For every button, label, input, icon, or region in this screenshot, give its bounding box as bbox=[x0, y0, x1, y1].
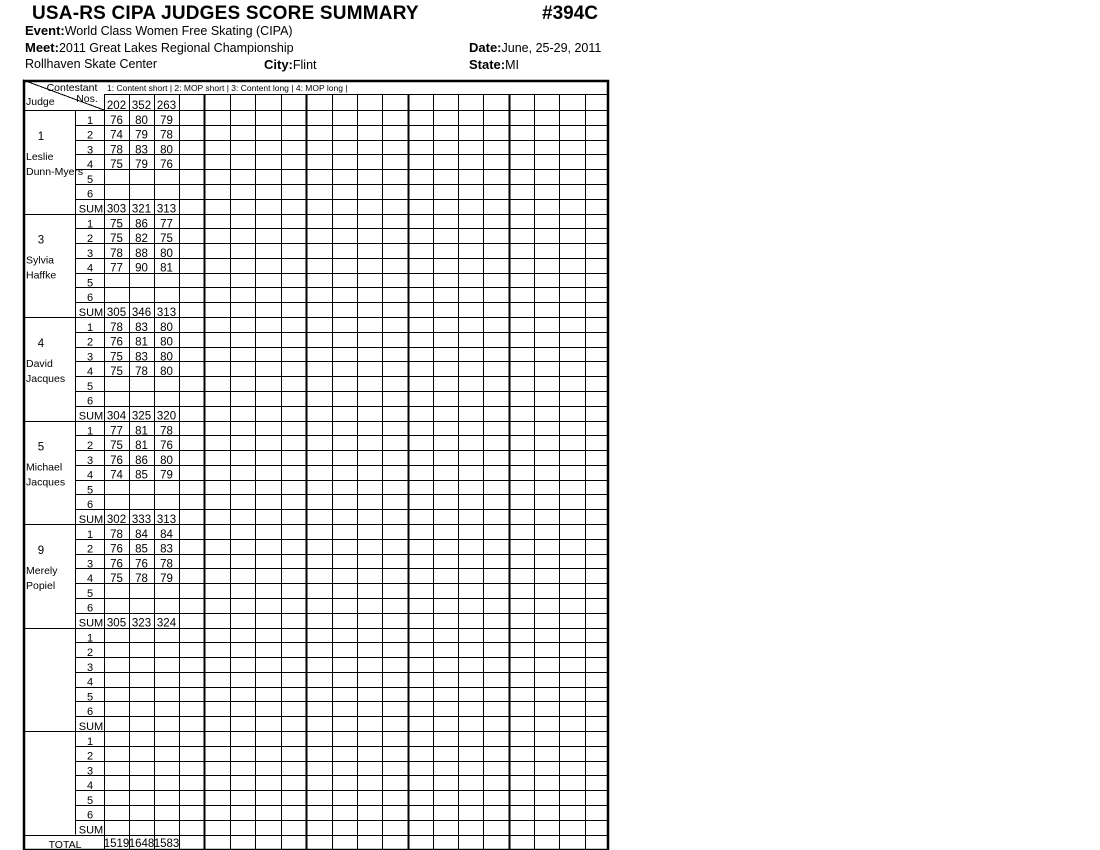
score-value: 78 bbox=[160, 129, 173, 142]
score-value: 78 bbox=[110, 144, 123, 157]
sum-value: 313 bbox=[156, 514, 177, 526]
sum-value: 302 bbox=[106, 514, 127, 526]
score-value: 75 bbox=[110, 440, 123, 453]
sum-value: 313 bbox=[156, 307, 177, 319]
criterion-label: 6 bbox=[86, 809, 94, 822]
criterion-label: 5 bbox=[86, 277, 94, 290]
score-value: 75 bbox=[160, 233, 173, 246]
sum-value: 333 bbox=[131, 514, 152, 526]
score-value: 76 bbox=[110, 114, 123, 127]
page-title: USA-RS CIPA JUDGES SCORE SUMMARY bbox=[32, 3, 419, 24]
judge-last-name: Jacques bbox=[26, 373, 66, 385]
score-value: 79 bbox=[160, 469, 173, 482]
score-value: 80 bbox=[160, 351, 173, 364]
city-label: City: bbox=[264, 57, 293, 72]
criterion-label: 1 bbox=[86, 425, 94, 438]
criterion-label: 4 bbox=[86, 573, 94, 586]
contestant-number: 263 bbox=[156, 100, 177, 112]
criterion-label: 5 bbox=[86, 173, 94, 186]
score-value: 77 bbox=[110, 425, 123, 438]
criterion-label: 2 bbox=[86, 233, 94, 246]
sum-value: 321 bbox=[131, 203, 152, 216]
score-value: 75 bbox=[110, 366, 123, 379]
score-value: 76 bbox=[110, 543, 123, 556]
score-value: 76 bbox=[160, 159, 173, 172]
score-value: 81 bbox=[135, 425, 148, 438]
score-value: 86 bbox=[135, 218, 148, 231]
score-value: 78 bbox=[110, 321, 123, 334]
criterion-label: 4 bbox=[86, 262, 94, 275]
score-value: 86 bbox=[135, 454, 148, 467]
judge-number: 9 bbox=[37, 545, 45, 557]
criterion-label: 2 bbox=[86, 129, 94, 142]
score-value: 81 bbox=[135, 336, 148, 349]
score-value: 79 bbox=[135, 159, 148, 172]
total-label: TOTAL bbox=[48, 839, 82, 850]
score-value: 79 bbox=[160, 573, 173, 586]
sum-value: 324 bbox=[156, 617, 177, 630]
event-label: Event: bbox=[25, 23, 65, 38]
judge-first-name: Sylvia bbox=[26, 254, 55, 267]
sum-label: SUM bbox=[78, 410, 104, 423]
sum-label: SUM bbox=[78, 824, 104, 837]
score-value: 80 bbox=[160, 336, 173, 349]
criterion-label: 5 bbox=[86, 794, 94, 807]
score-value: 74 bbox=[110, 469, 123, 482]
criterion-label: 2 bbox=[86, 543, 94, 556]
score-value: 78 bbox=[110, 528, 123, 541]
sum-value: 313 bbox=[156, 203, 177, 216]
score-value: 83 bbox=[135, 144, 148, 157]
score-value: 85 bbox=[135, 543, 148, 556]
score-value: 83 bbox=[135, 351, 148, 364]
score-value: 80 bbox=[135, 114, 148, 127]
event-value: World Class Women Free Skating (CIPA) bbox=[64, 24, 293, 38]
criterion-label: 6 bbox=[86, 499, 94, 512]
score-value: 88 bbox=[135, 247, 148, 260]
criterion-label: 6 bbox=[86, 602, 94, 615]
sum-label: SUM bbox=[78, 617, 104, 630]
state-label: State: bbox=[469, 57, 506, 72]
score-value: 76 bbox=[110, 558, 123, 571]
sum-value: 320 bbox=[156, 410, 177, 423]
criterion-label: 1 bbox=[86, 735, 94, 748]
sum-value: 305 bbox=[106, 307, 127, 319]
sum-label: SUM bbox=[78, 307, 104, 319]
score-value: 80 bbox=[160, 321, 173, 334]
contestant-number: 202 bbox=[106, 100, 127, 112]
judge-number: 4 bbox=[37, 338, 45, 350]
score-value: 74 bbox=[110, 129, 123, 142]
city-value: Flint bbox=[292, 58, 317, 72]
score-value: 82 bbox=[135, 233, 148, 246]
judge-last-name: Dunn-Myers bbox=[26, 166, 84, 178]
judge-first-name: Michael bbox=[26, 461, 63, 474]
judge-number: 5 bbox=[37, 441, 45, 454]
score-value: 85 bbox=[135, 469, 148, 482]
score-value: 75 bbox=[110, 159, 123, 172]
score-value: 81 bbox=[135, 440, 148, 453]
sum-value: 304 bbox=[106, 410, 127, 423]
score-value: 80 bbox=[160, 247, 173, 260]
criterion-label: 4 bbox=[86, 159, 94, 172]
criterion-label: 2 bbox=[86, 336, 94, 349]
score-value: 78 bbox=[135, 366, 148, 379]
criterion-label: 5 bbox=[86, 691, 94, 704]
score-value: 80 bbox=[160, 454, 173, 467]
date-label: Date: bbox=[469, 40, 502, 55]
total-value: 1583 bbox=[153, 838, 180, 850]
judge-last-name: Popiel bbox=[26, 580, 56, 592]
sum-value: 303 bbox=[106, 203, 127, 216]
meet-label: Meet: bbox=[25, 40, 59, 55]
criterion-label: 4 bbox=[86, 469, 94, 482]
criterion-label: 4 bbox=[86, 366, 94, 379]
date-value: June, 25-29, 2011 bbox=[501, 41, 602, 55]
score-value: 83 bbox=[160, 543, 173, 556]
judge-first-name: Merely bbox=[26, 565, 58, 577]
score-value: 75 bbox=[110, 218, 123, 231]
score-value: 78 bbox=[160, 425, 173, 438]
sum-value: 323 bbox=[131, 617, 152, 630]
criterion-label: 3 bbox=[86, 454, 94, 467]
criterion-label: 1 bbox=[86, 218, 94, 231]
score-value: 76 bbox=[135, 558, 148, 571]
criterion-label: 4 bbox=[86, 676, 94, 689]
score-value: 76 bbox=[110, 336, 123, 349]
criterion-label: 6 bbox=[86, 395, 94, 408]
form-number: #394C bbox=[542, 3, 598, 24]
contestant-number: 352 bbox=[131, 100, 152, 112]
criterion-label: 1 bbox=[86, 114, 94, 127]
criterion-label: 1 bbox=[86, 321, 94, 334]
criterion-label: 3 bbox=[86, 661, 94, 674]
criterion-label: 3 bbox=[86, 765, 94, 778]
judge-number: 1 bbox=[37, 131, 45, 143]
sum-label: SUM bbox=[78, 721, 104, 733]
criterion-label: 5 bbox=[86, 380, 94, 393]
criterion-label: 3 bbox=[86, 558, 94, 571]
criterion-label: 3 bbox=[86, 351, 94, 364]
score-value: 81 bbox=[160, 262, 173, 275]
score-value: 79 bbox=[160, 114, 173, 127]
meet-value: 2011 Great Lakes Regional Championship bbox=[58, 41, 294, 55]
sum-value: 325 bbox=[131, 410, 152, 423]
state-value: MI bbox=[505, 58, 520, 72]
criterion-label: 2 bbox=[86, 750, 94, 763]
score-value: 77 bbox=[110, 262, 123, 275]
score-value: 77 bbox=[160, 218, 173, 231]
score-legend: 1: Content short | 2: MOP short | 3: Content long | 4: MOP long | bbox=[107, 83, 348, 93]
score-value: 75 bbox=[110, 351, 123, 364]
criterion-label: 5 bbox=[86, 587, 94, 600]
judge-last-name: Jacques bbox=[26, 476, 66, 489]
score-value: 78 bbox=[110, 247, 123, 260]
criterion-label: 2 bbox=[86, 647, 94, 660]
score-value: 75 bbox=[110, 233, 123, 246]
criterion-label: 4 bbox=[86, 780, 94, 793]
criterion-label: 6 bbox=[86, 188, 94, 201]
total-value: 1648 bbox=[128, 838, 155, 850]
score-value: 79 bbox=[135, 129, 148, 142]
judge-first-name: David bbox=[26, 358, 53, 370]
score-value: 78 bbox=[160, 558, 173, 571]
total-value: 1519 bbox=[103, 838, 130, 850]
sum-label: SUM bbox=[78, 203, 104, 216]
sum-value: 305 bbox=[106, 617, 127, 630]
score-value: 90 bbox=[135, 262, 148, 275]
criterion-label: 2 bbox=[86, 440, 94, 453]
score-value: 76 bbox=[160, 440, 173, 453]
criterion-label: 5 bbox=[86, 484, 94, 497]
judge-first-name: Leslie bbox=[26, 151, 54, 163]
score-value: 76 bbox=[110, 454, 123, 467]
criterion-label: 6 bbox=[86, 292, 94, 305]
score-value: 84 bbox=[135, 528, 148, 541]
header-judge: Judge bbox=[26, 96, 55, 108]
criterion-label: 3 bbox=[86, 144, 94, 157]
score-value: 83 bbox=[135, 321, 148, 334]
header-nos: Nos. bbox=[76, 93, 98, 105]
judge-last-name: Haffke bbox=[26, 269, 57, 282]
criterion-label: 3 bbox=[86, 247, 94, 260]
sum-label: SUM bbox=[78, 514, 104, 526]
criterion-label: 6 bbox=[86, 706, 94, 719]
sum-value: 346 bbox=[131, 307, 152, 319]
score-value: 78 bbox=[135, 573, 148, 586]
score-value: 75 bbox=[110, 573, 123, 586]
venue: Rollhaven Skate Center bbox=[25, 57, 158, 71]
score-value: 84 bbox=[160, 528, 173, 541]
criterion-label: 1 bbox=[86, 632, 94, 645]
criterion-label: 1 bbox=[86, 528, 94, 541]
score-value: 80 bbox=[160, 366, 173, 379]
score-value: 80 bbox=[160, 144, 173, 157]
header-contestant: Contestant bbox=[46, 82, 98, 94]
judge-number: 3 bbox=[37, 234, 45, 247]
